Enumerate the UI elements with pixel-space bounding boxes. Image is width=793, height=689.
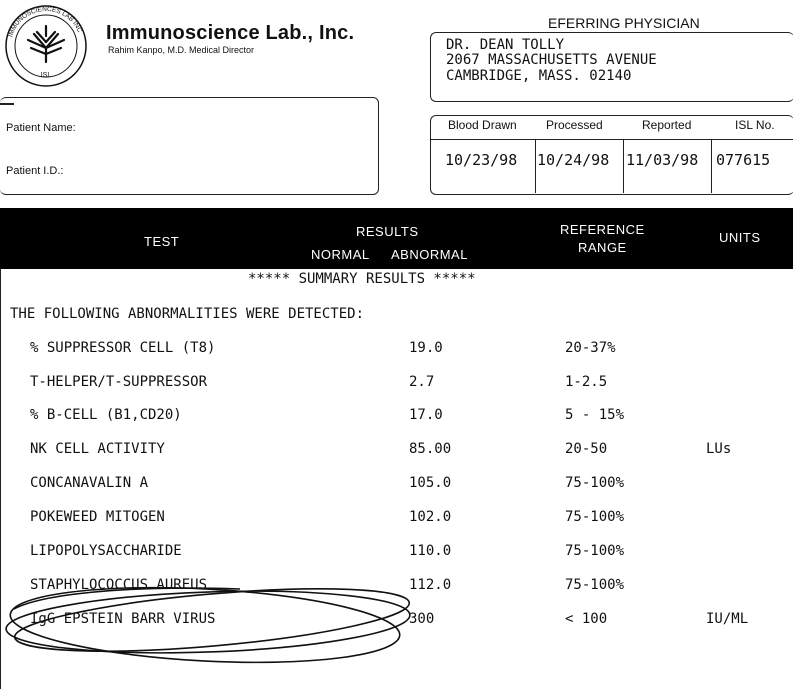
handwritten-circle-mark	[0, 575, 440, 675]
logo-ring-text: IMMUNOSCIENCES LAB INC	[7, 5, 84, 38]
isl-no-header: ISL No.	[735, 118, 775, 132]
test-value: 2.7	[409, 374, 435, 390]
lab-logo	[4, 4, 88, 88]
physician-address: 2067 MASSACHUSETTS AVENUE	[446, 52, 657, 68]
reference-range: 75-100%	[565, 475, 625, 491]
test-value: 110.0	[409, 543, 452, 559]
abnormal-column-header: ABNORMAL	[391, 247, 468, 262]
test-value: 102.0	[409, 509, 452, 525]
reported-header: Reported	[642, 118, 692, 132]
dates-divider	[535, 139, 536, 193]
normal-column-header: NORMAL	[311, 247, 370, 262]
blood-drawn-header: Blood Drawn	[448, 118, 517, 132]
patient-id-label: Patient I.D.:	[6, 165, 64, 177]
dates-divider	[623, 139, 624, 193]
test-name: NK CELL ACTIVITY	[30, 441, 165, 457]
reported-date: 11/03/98	[626, 151, 699, 169]
patient-box	[0, 97, 379, 195]
summary-heading: ***** SUMMARY RESULTS *****	[248, 271, 476, 287]
test-column-header: TEST	[144, 234, 180, 249]
logo-letters: ISL	[40, 72, 52, 79]
test-name: LIPOPOLYSACCHARIDE	[30, 543, 182, 559]
test-value: 112.0	[409, 577, 452, 593]
test-value: 19.0	[409, 340, 443, 356]
reference-range: 5 - 15%	[565, 407, 625, 423]
patient-name-label: Patient Name:	[6, 122, 76, 134]
test-value: 300	[409, 611, 435, 627]
range-column-header: RANGE	[578, 240, 627, 255]
reference-range: 75-100%	[565, 543, 625, 559]
reference-range: 75-100%	[565, 509, 625, 525]
test-value: 17.0	[409, 407, 443, 423]
test-name: % B-CELL (B1,CD20)	[30, 407, 182, 423]
test-units: IU/ML	[706, 611, 749, 627]
reference-range: 75-100%	[565, 577, 625, 593]
reference-range: 1-2.5	[565, 374, 608, 390]
physician-city: CAMBRIDGE, MASS. 02140	[446, 68, 632, 84]
test-units: LUs	[706, 441, 732, 457]
physician-name: DR. DEAN TOLLY	[446, 37, 565, 53]
referring-physician-title: EFERRING PHYSICIAN	[548, 15, 700, 31]
processed-date: 10/24/98	[537, 151, 610, 169]
abnormalities-heading: THE FOLLOWING ABNORMALITIES WERE DETECTED:	[10, 306, 365, 322]
reference-column-header: REFERENCE	[560, 222, 645, 237]
reference-range: 20-50	[565, 441, 608, 457]
test-name: POKEWEED MITOGEN	[30, 509, 165, 525]
reference-range: < 100	[565, 611, 608, 627]
reference-range: 20-37%	[565, 340, 616, 356]
test-name: STAPHYLOCOCCUS AUREUS	[30, 577, 208, 593]
test-name: % SUPPRESSOR CELL (T8)	[30, 340, 216, 356]
test-value: 105.0	[409, 475, 452, 491]
medical-director: Rahim Kanpo, M.D. Medical Director	[108, 45, 255, 55]
dates-divider	[711, 139, 712, 193]
blood-drawn-date: 10/23/98	[445, 151, 518, 169]
company-name: Immunoscience Lab., Inc.	[106, 22, 355, 44]
test-value: 85.00	[409, 441, 452, 457]
units-column-header: UNITS	[719, 230, 761, 245]
results-column-header: RESULTS	[356, 224, 419, 239]
test-name: CONCANAVALIN A	[30, 475, 149, 491]
test-name: IgG EPSTEIN BARR VIRUS	[30, 611, 216, 627]
isl-number: 077615	[716, 151, 771, 169]
processed-header: Processed	[546, 118, 603, 132]
test-name: T-HELPER/T-SUPPRESSOR	[30, 374, 208, 390]
